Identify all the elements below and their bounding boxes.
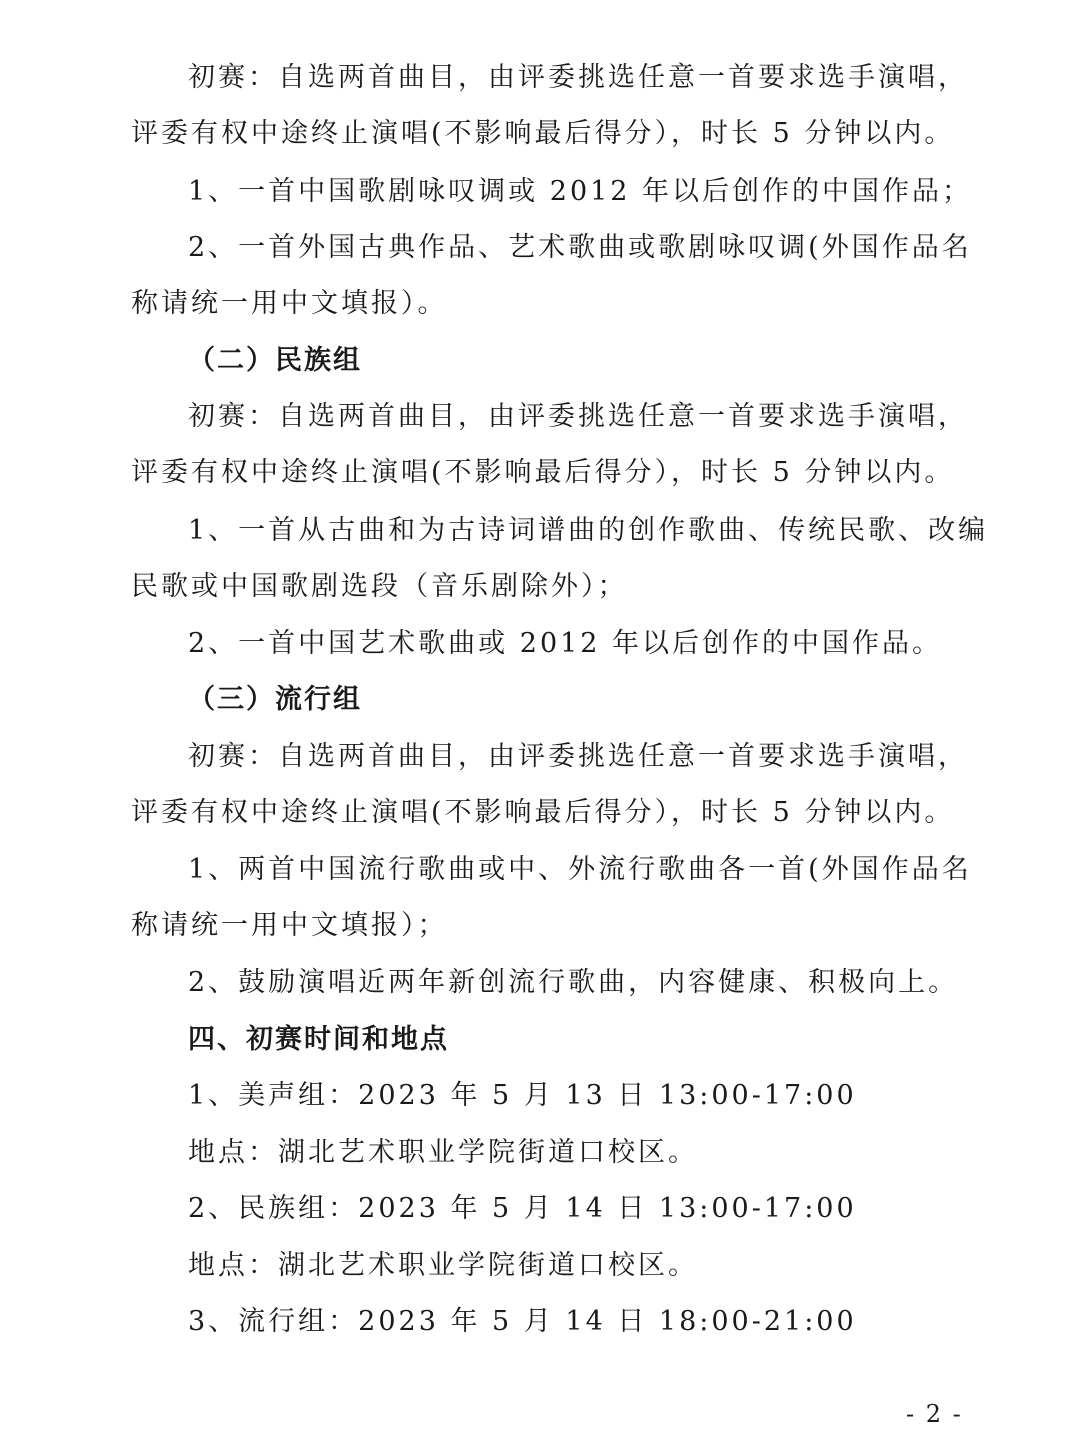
section-heading-schedule: 四、初赛时间和地点 — [188, 1024, 449, 1055]
liuxing-item-1: 1、两首中国流行歌曲或中、外流行歌曲各一首(外国作品名 — [188, 854, 972, 885]
minzu-line-1: 初赛：自选两首曲目，由评委挑选任意一首要求选手演唱， — [188, 401, 968, 432]
schedule-location-1: 地点：湖北艺术职业学院街道口校区。 — [188, 1137, 698, 1168]
liuxing-line-1: 初赛：自选两首曲目，由评委挑选任意一首要求选手演唱， — [188, 741, 968, 772]
intro-line-1: 初赛：自选两首曲目，由评委挑选任意一首要求选手演唱， — [188, 62, 968, 93]
liuxing-line-2: 评委有权中途终止演唱(不影响最后得分），时长 5 分钟以内。 — [131, 797, 955, 828]
minzu-item-1: 1、一首从古曲和为古诗词谱曲的创作歌曲、传统民歌、改编 — [188, 515, 989, 546]
page-number: - 2 - — [906, 1400, 963, 1428]
minzu-item-1-cont: 民歌或中国歌剧选段（音乐剧除外）； — [131, 571, 628, 602]
schedule-item-2: 2、民族组：2023 年 5 月 14 日 13:00-17:00 — [188, 1193, 857, 1224]
liuxing-item-2: 2、鼓励演唱近两年新创流行歌曲，内容健康、积极向上。 — [188, 967, 959, 998]
schedule-item-1: 1、美声组：2023 年 5 月 13 日 13:00-17:00 — [188, 1080, 857, 1111]
minzu-line-2: 评委有权中途终止演唱(不影响最后得分），时长 5 分钟以内。 — [131, 457, 955, 488]
meisheng-item-2: 2、一首外国古典作品、艺术歌曲或歌剧咏叹调(外国作品名 — [188, 232, 972, 263]
minzu-item-2: 2、一首中国艺术歌曲或 2012 年以后创作的中国作品。 — [188, 628, 943, 659]
meisheng-item-1: 1、一首中国歌剧咏叹调或 2012 年以后创作的中国作品； — [188, 176, 973, 207]
schedule-location-2: 地点：湖北艺术职业学院街道口校区。 — [188, 1250, 698, 1281]
intro-line-2: 评委有权中途终止演唱(不影响最后得分），时长 5 分钟以内。 — [131, 118, 955, 149]
section-heading-liuxing: （三）流行组 — [188, 684, 362, 715]
meisheng-item-2-cont: 称请统一用中文填报）。 — [131, 288, 448, 319]
schedule-item-3: 3、流行组：2023 年 5 月 14 日 18:00-21:00 — [188, 1306, 857, 1337]
liuxing-item-1-cont: 称请统一用中文填报）； — [131, 910, 448, 941]
section-heading-minzu: （二）民族组 — [188, 345, 362, 376]
